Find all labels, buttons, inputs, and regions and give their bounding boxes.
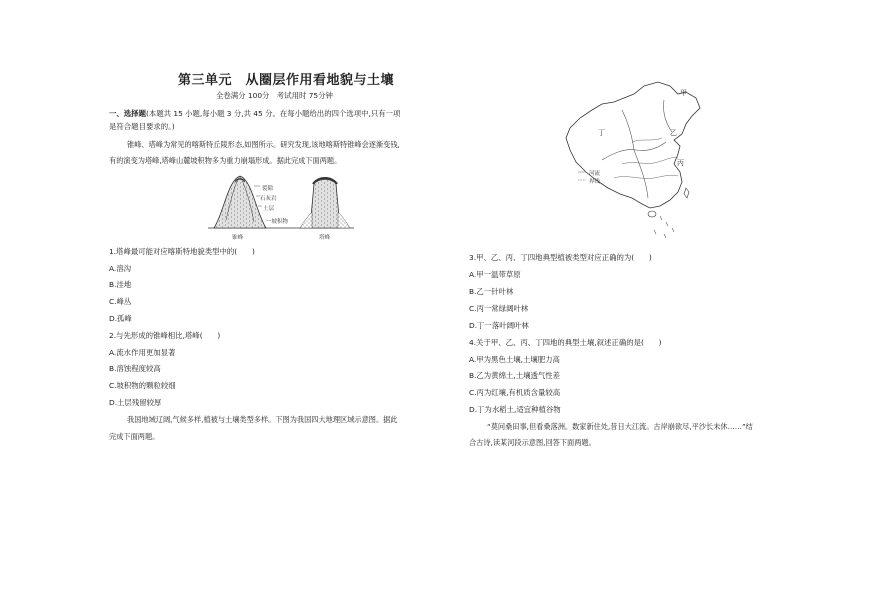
section-instruction-1: (本题共 15 小题,每小题 3 分,共 45 分。在每小题给出的四个选项中,只有一项 [145,109,401,118]
label-cone-peak: 锥峰 [232,235,244,241]
label-limestone: 石灰岩 [260,196,277,202]
section-heading: 一、选择题 [109,109,146,118]
q1-option-a: A.溶沟 [109,264,132,273]
q1-option-d: D.孤峰 [109,314,132,323]
q4-option-a: A.甲为黑色土壤,土壤肥力高 [469,355,560,364]
passage1-line2: 有的演变为塔峰,塔峰山麓坡积物多为重力崩塌形成。据此完成下面两题。 [109,156,342,165]
q4-stem: 4.关于甲、乙、丙、丁四地的典型土壤,叙述正确的是( ) [469,338,662,347]
region-label-ding: 丁 [598,129,605,137]
passage2-line2: 完成下面两题。 [109,432,160,441]
q2-option-a: A.流水作用更加显著 [109,348,176,357]
karst-figure [206,172,356,244]
label-debris: 一坡积物 [266,219,289,225]
region-label-yi: 乙 [670,129,677,137]
china-regions-map [562,80,718,240]
q2-option-b: B.溶蚀程度较高 [109,364,161,373]
label-soil-layer: 土层 [263,206,275,212]
passage3-line1: “莫问桑田事,但看桑落洲。数家新住处,昔日大江流。古岸崩欲尽,平沙长未休……”结 [487,422,753,431]
q3-stem: 3.甲、乙、丙、丁四地典型植被类型对应正确的为( ) [469,253,652,262]
q3-option-c: C.丙一常绿阔叶林 [469,304,529,313]
exam-info: 全卷满分 100分 考试用时 75分钟 [216,91,333,100]
legend-river: 河流 [589,171,601,177]
q4-option-d: D.丁为水稻土,适宜种植谷物 [469,405,561,414]
q4-option-b: B.乙为黄绵土,土壤透气性差 [469,371,561,380]
label-tower-peak: 塔峰 [319,235,331,241]
passage1-line1: 锥峰、塔峰为常见的喀斯特丘陵形态,如图所示。研究发现,该地喀斯特锥峰会逐渐变钱, [127,140,400,149]
tower-peak-shape [310,180,340,229]
q4-option-c: C.丙为红壤,有机质含量较高 [469,388,561,397]
region-label-jia: 甲 [680,89,687,97]
legend-boundary: 界线 [589,179,601,185]
q3-option-a: A.甲一温带草原 [469,270,521,279]
cone-peak-shape [214,176,266,228]
q2-stem: 2.与先形成的锥峰相比,塔峰( ) [109,331,221,340]
q3-option-b: B.乙一针叶林 [469,287,514,296]
section-heading-line [109,108,400,120]
q1-option-c: C.峰丛 [109,297,132,306]
q2-option-c: C.坡积物的颗粒较细 [109,381,176,390]
q1-stem: 1.塔峰最可能对应喀斯特地貌类型中的( ) [109,247,255,256]
page-title: 第三单元 从圈层作用看地貌与土壤 [178,73,395,88]
q1-option-b: B.洼地 [109,280,132,289]
q2-option-d: D.土层残留较厚 [109,398,162,407]
region-label-bing: 丙 [677,159,684,167]
label-fissure: 裂隙 [262,186,274,192]
q3-option-d: D.丁一落叶阔叶林 [469,321,529,330]
section-instruction-2: 是符合题目要求的。) [109,122,175,131]
passage3-line2: 合古诗,读某河段示意图,回答下面两题。 [469,438,596,447]
passage2-line1: 我国地域辽阔,气候多样,植被与土壤类型多样。下图为我国四大地理区域示意图。据此 [127,415,398,424]
